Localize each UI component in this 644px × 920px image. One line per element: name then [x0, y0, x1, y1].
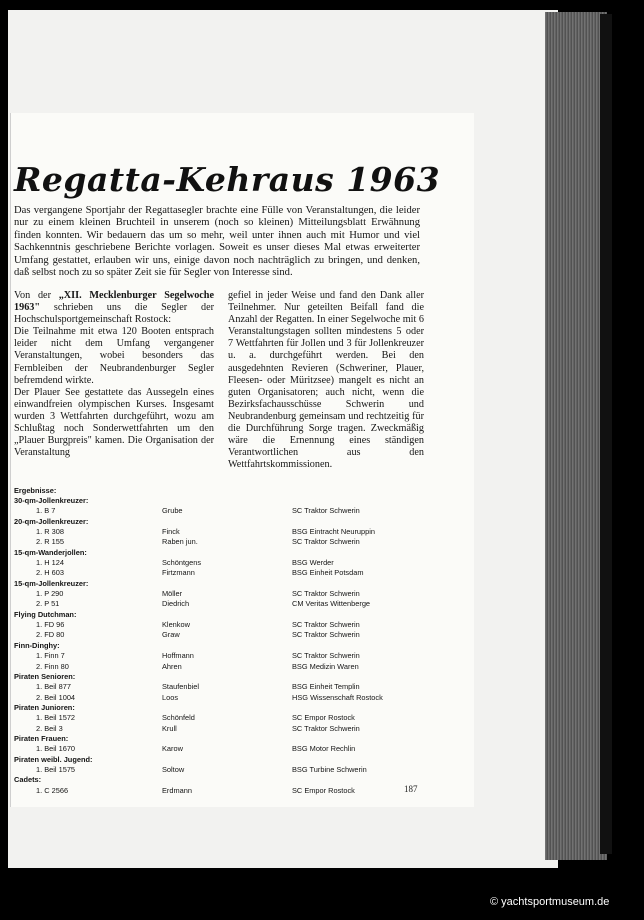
result-row: [14, 537, 434, 547]
club-name: SC Empor Rostock: [292, 713, 355, 723]
class-heading-label: Cadets:: [14, 775, 42, 785]
event-name: „XII. Mecklenburger Segelwoche 1963": [14, 290, 214, 314]
sail-number: 2. Beil 3: [36, 723, 63, 733]
result-row: [14, 786, 434, 796]
right-column: [228, 290, 424, 471]
watermark: © yachtsportmuseum.de: [490, 896, 610, 908]
results-rows: [14, 496, 434, 796]
class-heading: [14, 548, 434, 558]
result-row: [14, 713, 434, 723]
result-row: [14, 630, 434, 640]
class-heading-label: Piraten Frauen:: [14, 733, 69, 743]
club-name: SC Traktor Schwerin: [292, 651, 360, 661]
left-paragraph-3: Der Plauer See gestattete das Aussegeln eines einwandfreien olympischen Kurses. Insgesamt wurden 3 Wettfahrten durchgeführt, wozu am Schlußtag noch Sonderwettfahrten um den „Plauer Burgpreis" kamen. Die Organisation der Veranstaltung: [14, 386, 214, 459]
result-row: [14, 599, 434, 609]
club-name: SC Traktor Schwerin: [292, 630, 360, 640]
sail-number: 2. Beil 1004: [36, 692, 76, 702]
sail-number: 1. Finn 7: [36, 651, 65, 661]
skipper-name: Diedrich: [162, 599, 190, 609]
result-row: [14, 568, 434, 578]
intro-paragraph: Das vergangene Sportjahr der Regattasegler brachte eine Fülle von Veranstaltungen, die leider nur zu einem kleinen Bruchteil in unserem (noch so kleinen) Mitteilungsblatt Erwähnung finden konnten. Wir bedauern das um so mehr, weil unter ihnen auch mit Humor und viel Sachkenntnis geschriebene Berichte vorlagen. Soweit es unser dieses Mal etwas erweiterter Umfang gestattet, erlauben wir uns, einige davon noch nachträglich zu bringen, und denken, daß selbst noch zu so später Zeit sie für Segler von Interesse sind.: [14, 205, 420, 279]
club-name: BSG Werder: [292, 558, 334, 568]
result-row: [14, 620, 434, 630]
class-heading-label: Piraten Junioren:: [14, 702, 75, 712]
skipper-name: Firtzmann: [162, 568, 195, 578]
class-heading: [14, 672, 434, 682]
club-name: BSG Turbine Schwerin: [292, 764, 367, 774]
result-row: [14, 651, 434, 661]
club-name: BSG Medizin Waren: [292, 661, 359, 671]
sail-number: 1. R 308: [36, 527, 64, 537]
class-heading: [14, 517, 434, 527]
class-heading-label: Piraten weibl. Jugend:: [14, 754, 93, 764]
sail-number: 1. FD 96: [36, 620, 65, 630]
skipper-name: Finck: [162, 527, 180, 537]
sail-number: 1. Beil 877: [36, 682, 71, 692]
club-name: SC Traktor Schwerin: [292, 506, 360, 516]
result-row: [14, 744, 434, 754]
right-paragraph-1: gefiel in jeder Weise und fand den Dank aller Teilnehmer. Nur geteilten Beifall fand die Anzahl der Regatten. In einer Segelwoche mit 6 Veranstaltungstagen sollten mindestens 5 oder 7 Wettfahrten für Jollen und 3 für Jollenkreuzer u. a. durchgeführt werden. Bei den ausgedehnten Revieren (Schweriner, Plauer, Fleesen- oder Müritzsee) mangelt es nicht an guten Organisatoren; auch nicht, wenn die Bezirksfachausschüsse Schwerin und Neubrandenburg gemeinsam und rechtzeitig für die Durchführung Sorge tragen. Zweckmäßig wäre die Ernennung eines ständigen Verantwortlichen aus den Wettfahrtskommissionen.: [228, 290, 424, 471]
skipper-name: Klenkow: [162, 620, 190, 630]
class-heading-label: Piraten Senioren:: [14, 671, 76, 681]
sail-number: 1. Beil 1670: [36, 744, 76, 754]
skipper-name: Ahren: [162, 661, 182, 671]
class-heading-label: Flying Dutchman:: [14, 609, 77, 619]
skipper-name: Schöntgens: [162, 558, 202, 568]
skipper-name: Schönfeld: [162, 713, 195, 723]
sail-number: 1. Beil 1572: [36, 713, 76, 723]
sail-number: 2. H 603: [36, 568, 64, 578]
sail-number: 1. B 7: [36, 506, 56, 516]
class-heading: [14, 579, 434, 589]
skipper-name: Erdmann: [162, 785, 192, 795]
result-row: [14, 765, 434, 775]
club-name: SC Empor Rostock: [292, 785, 355, 795]
book-spine-shadow: [600, 14, 612, 854]
club-name: SC Traktor Schwerin: [292, 723, 360, 733]
left-paragraph-2: Die Teilnahme mit etwa 120 Booten entsprach leider nicht dem Umfang vergangener Veranstaltungen, wobei besonders das Fernbleiben der Neubrandenburger Segler befremdend wirkte.: [14, 326, 214, 386]
results-label: Ergebnisse:: [14, 486, 57, 495]
result-row: [14, 682, 434, 692]
class-heading: [14, 641, 434, 651]
results-list: [14, 486, 434, 796]
class-heading-label: 20-qm-Jollenkreuzer:: [14, 516, 89, 526]
club-name: CM Veritas Wittenberge: [292, 599, 371, 609]
left-column: [14, 290, 214, 459]
club-name: HSG Wissenschaft Rostock: [292, 692, 383, 702]
sail-number: 1. Beil 1575: [36, 764, 76, 774]
result-row: [14, 724, 434, 734]
sail-number: 1. H 124: [36, 558, 64, 568]
sail-number: 1. P 290: [36, 589, 64, 599]
result-row: [14, 527, 434, 537]
result-row: [14, 589, 434, 599]
club-name: BSG Eintracht Neuruppin: [292, 527, 375, 537]
skipper-name: Grube: [162, 506, 183, 516]
skipper-name: Möller: [162, 589, 183, 599]
skipper-name: Graw: [162, 630, 180, 640]
club-name: BSG Motor Rechlin: [292, 744, 356, 754]
skipper-name: Krull: [162, 723, 177, 733]
sail-number: 2. FD 80: [36, 630, 65, 640]
skipper-name: Soltow: [162, 764, 185, 774]
club-name: SC Traktor Schwerin: [292, 589, 360, 599]
left-paragraph-1: Von der „XII. Mecklenburger Segelwoche 1963" schrieben uns die Segler der Hochschulsportgemeinschaft Rostock:: [14, 290, 214, 326]
class-heading: [14, 703, 434, 713]
result-row: [14, 693, 434, 703]
result-row: [14, 558, 434, 568]
page-number: 187: [404, 784, 418, 794]
class-heading: [14, 734, 434, 744]
club-name: SC Traktor Schwerin: [292, 537, 360, 547]
class-heading: [14, 610, 434, 620]
sail-number: 1. C 2566: [36, 785, 69, 795]
result-row: [14, 662, 434, 672]
skipper-name: Staufenbiel: [162, 682, 199, 692]
skipper-name: Karow: [162, 744, 183, 754]
club-name: BSG Einheit Templin: [292, 682, 360, 692]
class-heading-label: 30-qm-Jollenkreuzer:: [14, 496, 89, 505]
club-name: BSG Einheit Potsdam: [292, 568, 364, 578]
page-edges: [545, 12, 607, 860]
skipper-name: Hoffmann: [162, 651, 194, 661]
class-heading: [14, 755, 434, 765]
class-heading-label: 15-qm-Wanderjollen:: [14, 547, 87, 557]
result-row: [14, 506, 434, 516]
class-heading-label: 15-qm-Jollenkreuzer:: [14, 578, 89, 588]
class-heading-label: Finn-Dinghy:: [14, 640, 60, 650]
sail-number: 2. P 51: [36, 599, 60, 609]
class-heading: [14, 496, 434, 506]
skipper-name: Raben jun.: [162, 537, 198, 547]
sail-number: 2. R 155: [36, 537, 64, 547]
club-name: SC Traktor Schwerin: [292, 620, 360, 630]
class-heading: [14, 775, 434, 785]
skipper-name: Loos: [162, 692, 179, 702]
sail-number: 2. Finn 80: [36, 661, 69, 671]
article-title: Regatta-Kehraus 1963: [14, 160, 441, 199]
